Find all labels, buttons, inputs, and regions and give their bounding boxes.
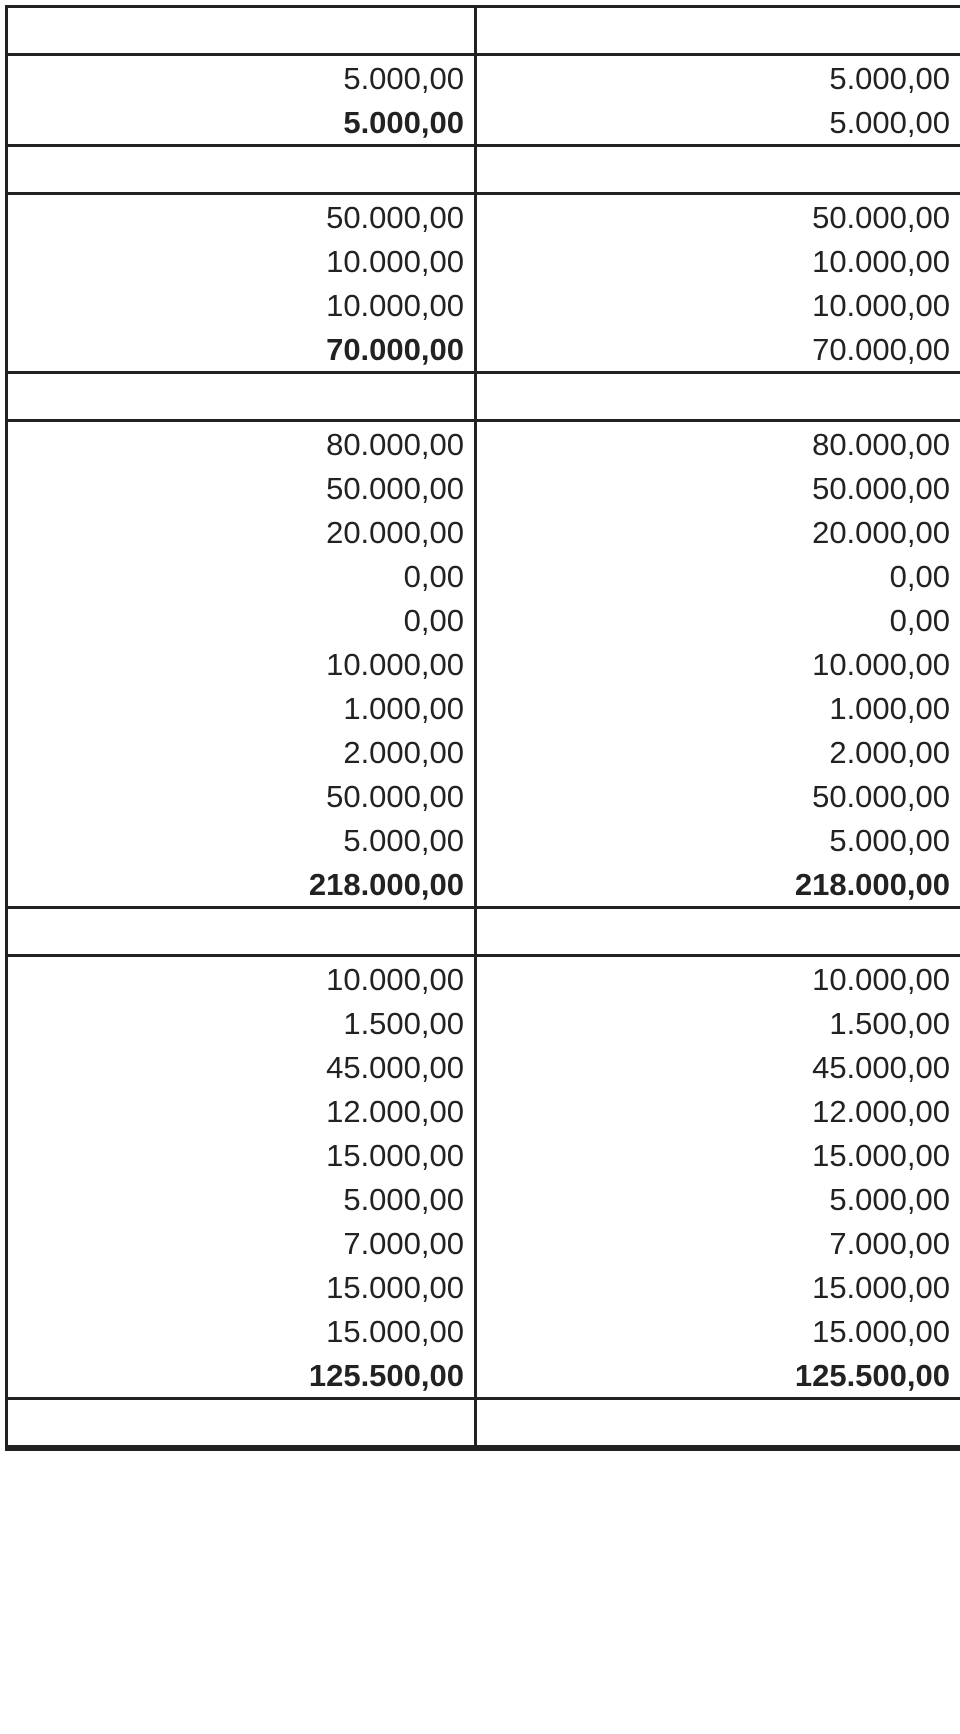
row-group (8, 1448, 960, 1451)
amount-cell-left: 1.500,00 (8, 1001, 477, 1045)
table-row (8, 1353, 960, 1397)
amount-cell-right: 5.000,00 (829, 822, 950, 858)
amount-cell-right: 218.000,00 (794, 866, 950, 902)
table-row (8, 510, 960, 554)
empty-cell (477, 909, 960, 954)
table-row (8, 239, 960, 283)
amount-cell-right: 80.000,00 (812, 426, 950, 462)
table-row (8, 283, 960, 327)
amount-cell-right: 10.000,00 (812, 961, 950, 997)
amount-cell-left: 10.000,00 (8, 239, 477, 283)
amount-cell-left: 15.000,00 (8, 1133, 477, 1177)
empty-cell (8, 374, 477, 419)
table-row (8, 56, 960, 100)
table-row (8, 422, 960, 466)
amount-cell-right: 0,00 (889, 558, 950, 594)
empty-cell (8, 909, 477, 954)
amount-cell-right: 1.500,00 (829, 1005, 950, 1041)
amount-cell-left: 125.500,00 (8, 1353, 477, 1397)
table-row (8, 686, 960, 730)
table-row (8, 100, 960, 144)
amount-cell-left: 0,00 (8, 554, 477, 598)
table-row (8, 730, 960, 774)
amount-cell-right: 5.000,00 (829, 60, 950, 96)
empty-cell (8, 147, 477, 192)
amount-cell-left: 0,00 (8, 598, 477, 642)
amount-cell-left: 45.000,00 (8, 1045, 477, 1089)
empty-cell (477, 147, 960, 192)
amount-cell-right: 5.000,00 (829, 1181, 950, 1217)
amount-cell-right: 50.000,00 (812, 199, 950, 235)
blank-row (8, 909, 960, 957)
table-row (8, 1045, 960, 1089)
table-row (8, 466, 960, 510)
table-row (8, 554, 960, 598)
table-row (8, 195, 960, 239)
table-row (8, 1001, 960, 1045)
amount-cell-right: 5.000,00 (829, 104, 950, 140)
amounts-table (5, 5, 960, 1451)
amount-cell-right: 125.500,00 (794, 1357, 950, 1393)
amount-cell-left: 218.000,00 (8, 862, 477, 906)
empty-cell (477, 8, 960, 53)
empty-cell (8, 8, 477, 53)
table-row (8, 1089, 960, 1133)
table-row (8, 598, 960, 642)
table-row (8, 642, 960, 686)
table-row (8, 1177, 960, 1221)
amount-cell-left: 10.000,00 (8, 957, 477, 1001)
amount-cell-left: 5.000,00 (8, 818, 477, 862)
amount-cell-right: 10.000,00 (812, 243, 950, 279)
row-group (8, 195, 960, 374)
amount-cell-left: 5.000,00 (8, 56, 477, 100)
amount-cell-left: 15.000,00 (8, 1309, 477, 1353)
amount-cell-left: 80.000,00 (8, 422, 477, 466)
amount-cell-right: 15.000,00 (812, 1137, 950, 1173)
blank-row (8, 1400, 960, 1448)
amount-cell-right: 15.000,00 (812, 1313, 950, 1349)
table-row (8, 327, 960, 371)
amount-cell-right: 10.000,00 (812, 287, 950, 323)
amount-cell-left: 5.000,00 (8, 1177, 477, 1221)
blank-row (8, 147, 960, 195)
table-row (8, 1309, 960, 1353)
amount-cell-left: 12.000,00 (8, 1089, 477, 1133)
amount-cell-left: 20.000,00 (8, 510, 477, 554)
amount-cell-right: 10.000,00 (812, 646, 950, 682)
amount-cell-right: 20.000,00 (812, 514, 950, 550)
blank-row (8, 8, 960, 56)
amount-cell-right: 70.000,00 (812, 331, 950, 367)
amount-cell-left: 50.000,00 (8, 466, 477, 510)
table-row (8, 1221, 960, 1265)
amount-cell-left: 2.000,00 (8, 730, 477, 774)
row-group (8, 422, 960, 909)
table-row (8, 957, 960, 1001)
table-row (8, 1265, 960, 1309)
table-row (8, 774, 960, 818)
amount-cell-right: 7.000,00 (829, 1225, 950, 1261)
table-row (8, 862, 960, 906)
row-group (8, 56, 960, 147)
amount-cell-right: 2.000,00 (829, 734, 950, 770)
table-row (8, 818, 960, 862)
amount-cell-left: 5.000,00 (8, 100, 477, 144)
row-group (8, 957, 960, 1400)
amount-cell-left: 50.000,00 (8, 195, 477, 239)
amount-cell-left: 7.000,00 (8, 1221, 477, 1265)
amount-cell-left: 70.000,00 (8, 327, 477, 371)
amount-cell-right: 1.000,00 (829, 690, 950, 726)
amount-cell-left: 1.000,00 (8, 686, 477, 730)
empty-cell (477, 374, 960, 419)
amount-cell-right: 15.000,00 (812, 1269, 950, 1305)
amount-cell-right: 50.000,00 (812, 470, 950, 506)
table-row (8, 1133, 960, 1177)
empty-cell (477, 1400, 960, 1445)
amount-cell-right: 0,00 (889, 602, 950, 638)
amount-cell-left: 10.000,00 (8, 642, 477, 686)
amount-cell-left: 15.000,00 (8, 1265, 477, 1309)
amount-cell-right: 45.000,00 (812, 1049, 950, 1085)
amount-cell-left: 50.000,00 (8, 774, 477, 818)
blank-row (8, 374, 960, 422)
amount-cell-right: 12.000,00 (812, 1093, 950, 1129)
amount-cell-right: 50.000,00 (812, 778, 950, 814)
amount-cell-left: 10.000,00 (8, 283, 477, 327)
empty-cell (8, 1400, 477, 1445)
